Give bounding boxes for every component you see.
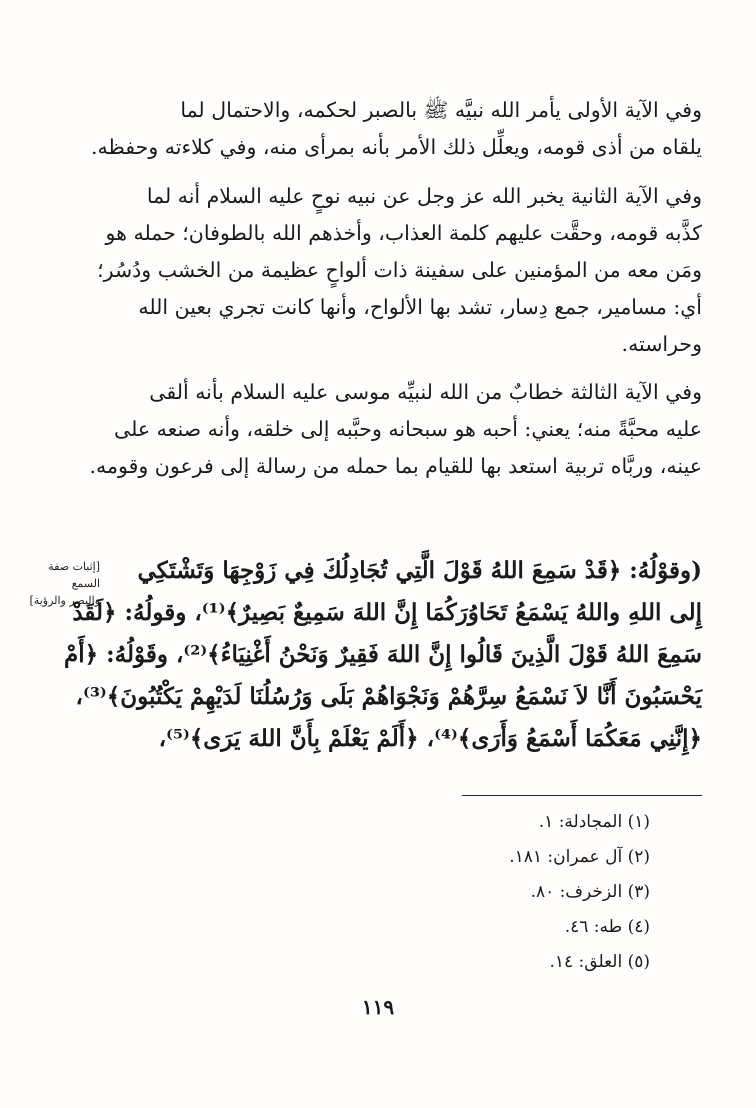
paragraph-line: يلقاه من أذى قومه، ويعلِّل ذلك الأمر بأنه بمرأى منه، وفي كلاءته وحفظه.	[90, 135, 702, 159]
footnote: (٢) آل عمران: ١٨١.	[509, 847, 650, 867]
paragraph-line: ومَن معه من المؤمنين على سفينة ذات ألواحٍ عظيمة من الخشب ودُسُر؛	[97, 258, 702, 282]
footnote-separator	[462, 795, 702, 796]
matn-line: (وقوْلُهُ: ﴿قَدْ سَمِعَ اللهُ قَوْلَ الَّتِي تُجَادِلُكَ فِي زَوْجِهَا وَتَشْتَكِي	[137, 557, 702, 584]
paragraph-line: وحراسته.	[621, 332, 702, 356]
paragraph-3	[89, 374, 702, 485]
margin-note-line: [إثبات صفة السمع	[48, 560, 100, 590]
paragraph-1	[90, 92, 702, 166]
page-number: ١١٩	[361, 995, 395, 1019]
footnote: (١) المجادلة: ١.	[538, 812, 650, 832]
paragraph-line: وفي الآية الثالثة خطابٌ من الله لنبيِّه موسى عليه السلام بأنه ألقى	[149, 380, 702, 404]
matn-line: ﴿إِنَّنِي مَعَكُمَا أَسْمَعُ وَأَرَى﴾⁽⁴⁾، ﴿أَلَمْ يَعْلَمْ بِأَنَّ اللهَ يَرَى﴾⁽⁵⁾،	[158, 725, 702, 752]
paragraph-2	[97, 178, 702, 363]
footnote: (٤) طه: ٤٦.	[564, 917, 650, 937]
footnotes	[420, 805, 650, 980]
paragraph-line: عينه، وربَّاه تربية استعد بها للقيام بما حمله من رسالة إلى فرعون وقومه.	[89, 454, 702, 478]
footnote: (٥) العلق: ١٤.	[549, 952, 650, 972]
matn-line: يَحْسَبُونَ أَنَّا لاَ نَسْمَعُ سِرَّهُمْ وَنَجْوَاهُمْ بَلَى وَرُسُلُنَا لَدَيْهِمْ يَكْتُبُونَ﴾⁽³⁾،	[75, 683, 702, 710]
paragraph-line: وفي الآية الثانية يخبر الله عز وجل عن نبيه نوحٍ عليه السلام أنه لما	[146, 184, 702, 208]
margin-note-line: والبصر والرؤية]	[29, 594, 100, 607]
paragraph-line: وفي الآية الأولى يأمر الله نبيَّه ﷺ بالصبر لحكمه، والاحتمال لما	[180, 98, 702, 122]
paragraph-line: عليه محبَّةً منه؛ يعني: أحبه هو سبحانه وحبَّبه إلى خلقه، وأنه صنعه على	[114, 417, 702, 441]
footnote: (٣) الزخرف: ٨٠.	[530, 882, 650, 902]
matn-line: إِلى اللهِ واللهُ يَسْمَعُ تَحَاوُرَكُمَا إِنَّ اللهَ سَمِيعٌ بَصِيرٌ﴾⁽¹⁾، وقولُهُ: ﴿لَقَدْ	[72, 599, 702, 626]
matn-line: سَمِعَ اللهُ قَوْلَ الَّذِينَ قَالُوا إِنَّ اللهَ فَقِيرٌ وَنَحْنُ أَغْنِيَاءُ﴾⁽²⁾، وقَوْلُهُ: ﴿أَمْ	[64, 641, 702, 668]
paragraph-line: كذَّبه قومه، وحقَّت عليهم كلمة العذاب، وأخذهم الله بالطوفان؛ حمله هو	[105, 221, 702, 245]
paragraph-line: أي: مسامير، جمع دِسار، تشد بها الألواح، وأنها كانت تجري بعين الله	[138, 295, 702, 319]
